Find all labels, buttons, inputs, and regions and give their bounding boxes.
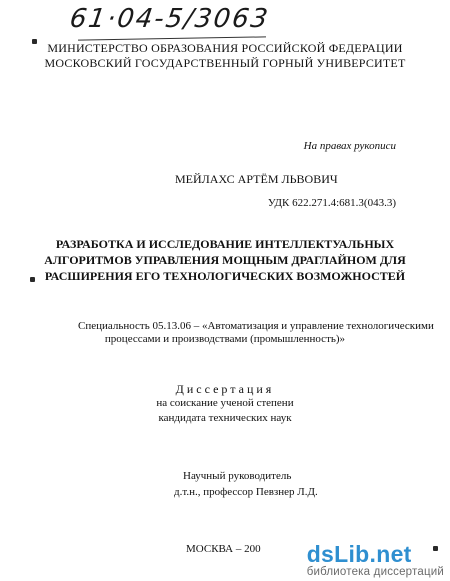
dslib-logo-tld: .net [369,541,412,567]
title-line: АЛГОРИТМОВ УПРАВЛЕНИЯ МОЩНЫМ ДРАГЛАЙНОМ ДЛЯ [44,253,406,267]
degree-line-2: кандидата технических наук [158,412,292,424]
dslib-logo [307,542,444,566]
dissertation-title [0,236,450,284]
handwritten-underline [78,36,266,40]
specialty-line-2: процессами и производствами (промышленность)» [104,333,346,345]
dslib-logo-main: dsLib [306,541,370,567]
title-line: РАСШИРЕНИЯ ЕГО ТЕХНОЛОГИЧЕСКИХ ВОЗМОЖНОСТЕЙ [44,269,406,283]
degree-line-1: на соискание ученой степени [156,397,294,409]
title-line: РАЗРАБОТКА И ИССЛЕДОВАНИЕ ИНТЕЛЛЕКТУАЛЬНЫХ [55,237,395,251]
document-type: Диссертация [175,382,275,396]
supervisor-name: д.т.н., профессор Певзнер Л.Д. [174,486,318,498]
handwritten-catalog-number: 61·04-5/3063 [67,4,272,34]
manuscript-rights-note: На правах рукописи [303,140,396,152]
author-name: МЕЙЛАХС АРТЁМ ЛЬВОВИЧ [175,172,338,186]
specialty-line-1: Специальность 05.13.06 – «Автоматизация и управление технологическими [78,320,434,332]
city-year: МОСКВА – 200 [186,543,261,555]
university-heading: МОСКОВСКИЙ ГОСУДАРСТВЕННЫЙ ГОРНЫЙ УНИВЕРСИТЕТ [44,56,406,70]
supervisor-role: Научный руководитель [183,470,292,482]
udk-code: УДК 622.271.4:681.3(043.3) [267,197,396,209]
dslib-watermark[interactable] [307,542,444,579]
dslib-subtitle: библиотека диссертаций [306,566,444,578]
ministry-heading: МИНИСТЕРСТВО ОБРАЗОВАНИЯ РОССИЙСКОЙ ФЕДЕРАЦИИ [47,41,403,55]
